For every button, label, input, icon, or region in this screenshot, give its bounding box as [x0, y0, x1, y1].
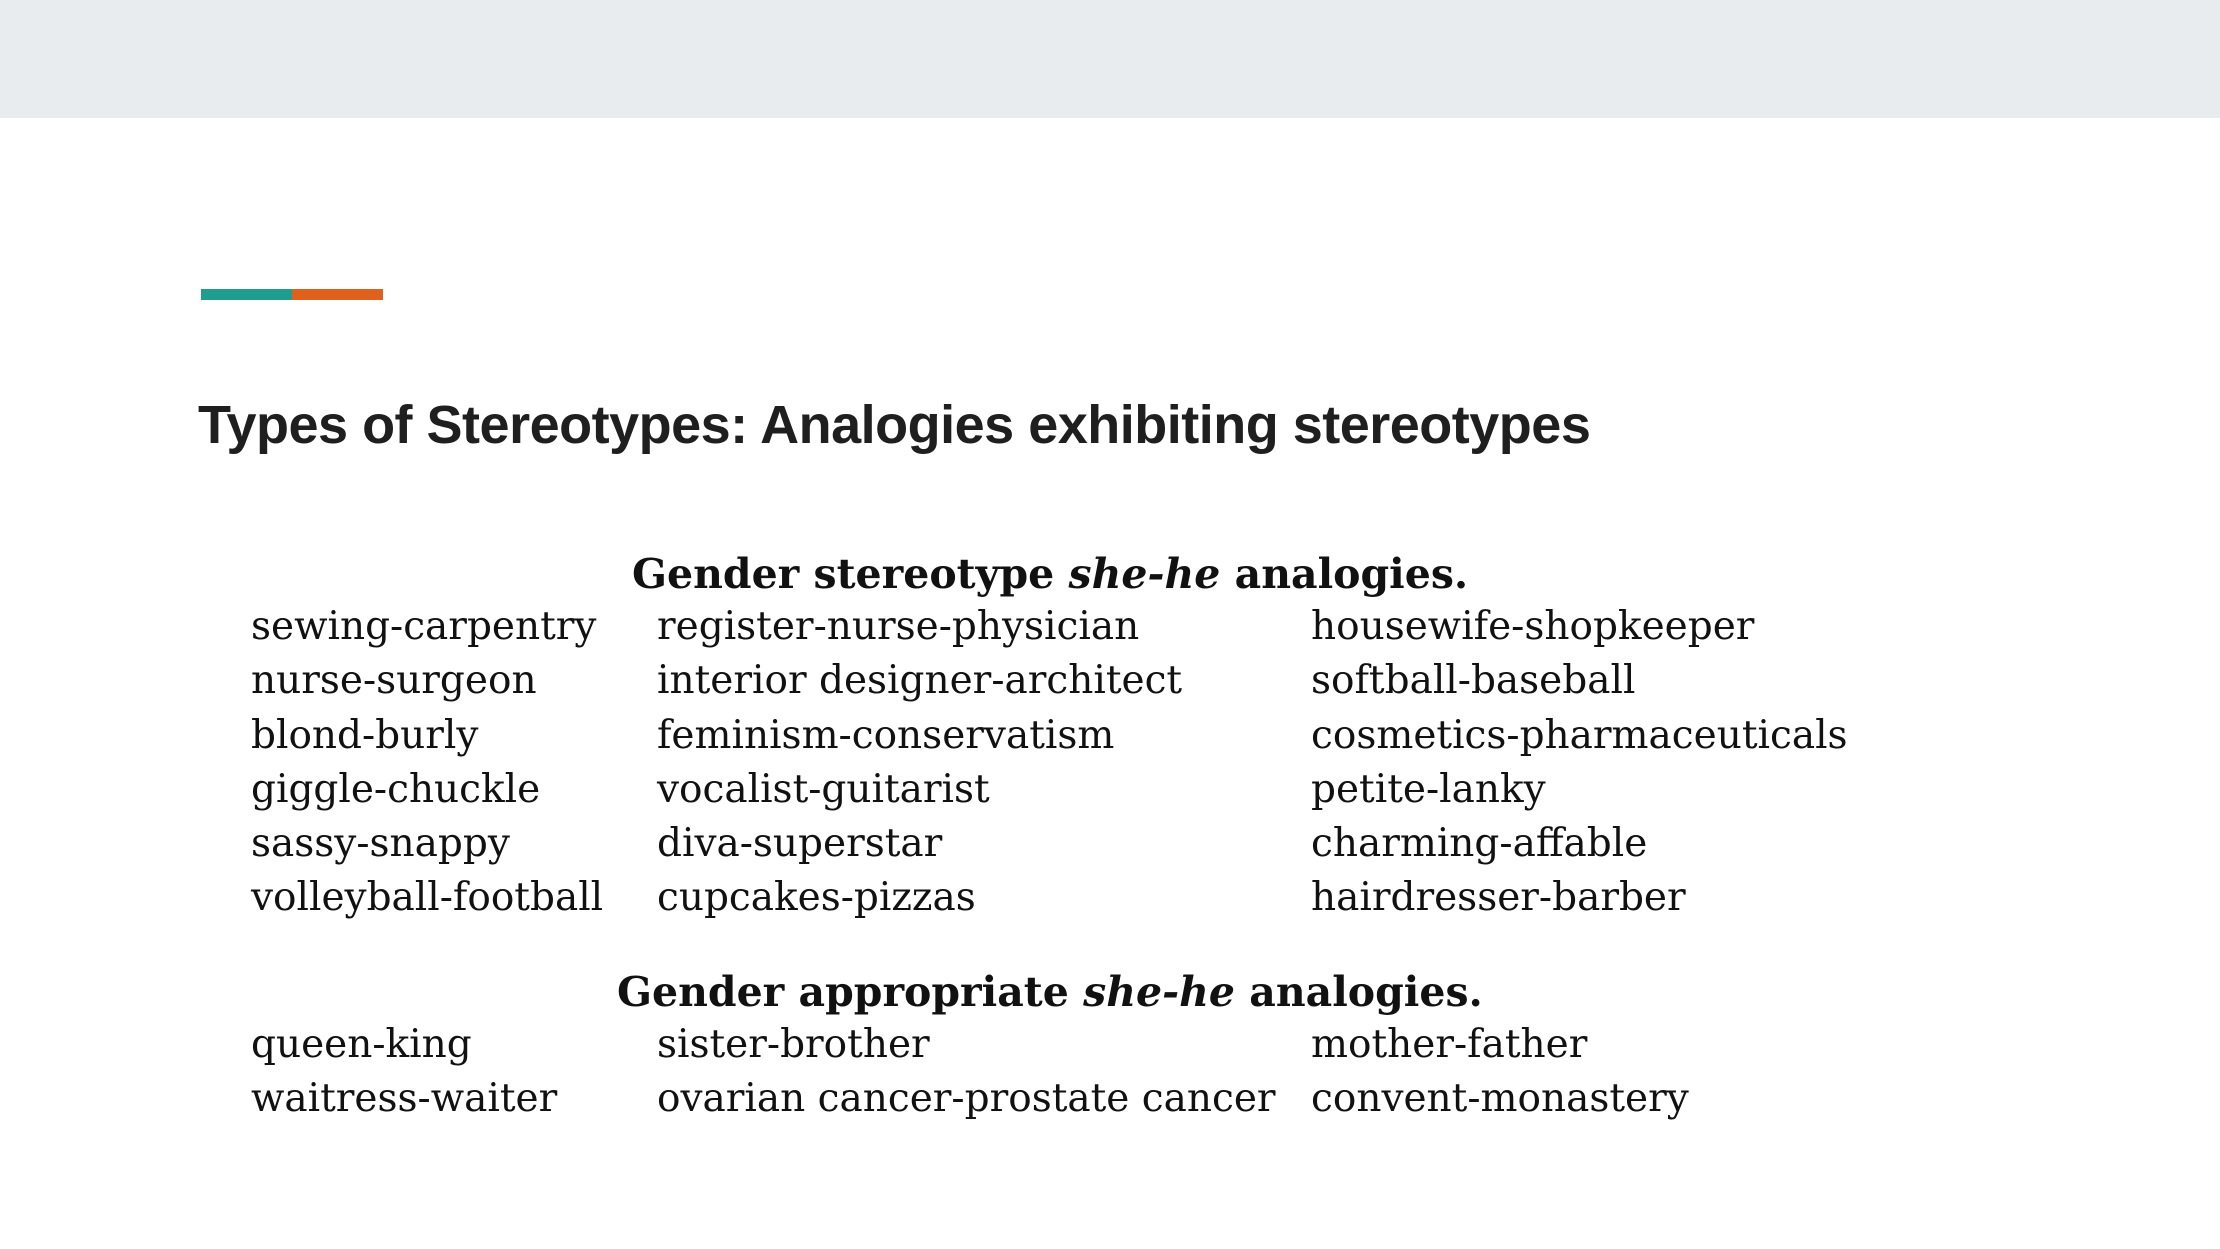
analogy-item: volleyball-football [251, 875, 604, 921]
analogy-item: giggle-chuckle [251, 766, 541, 812]
analogy-item: register-nurse-physician [657, 604, 1140, 649]
appropriate-heading-suffix: analogies. [1249, 968, 1483, 1016]
analogy-item: sewing-carpentry [251, 604, 597, 649]
stereotype-column-2 [657, 600, 1182, 926]
analogy-item: cosmetics-pharmaceuticals [1311, 712, 1848, 758]
stereotype-heading [632, 550, 1469, 598]
appropriate-column-1 [251, 1018, 557, 1127]
accent-bar [201, 289, 383, 300]
accent-bar-teal [201, 289, 292, 300]
stereotype-heading-italic: she-he [1068, 550, 1221, 598]
analogy-item: waitress-waiter [251, 1076, 558, 1122]
appropriate-heading-italic: she-he [1083, 968, 1235, 1016]
analogy-item: convent-monastery [1311, 1076, 1689, 1122]
analogy-item: blond-burly [251, 712, 479, 758]
analogy-item: mother-father [1311, 1022, 1588, 1067]
accent-bar-orange [292, 289, 383, 300]
stereotype-column-3 [1311, 600, 1848, 926]
analogy-item: sassy-snappy [251, 821, 510, 867]
analogy-item: feminism-conservatism [657, 712, 1115, 758]
analogy-item: cupcakes-pizzas [657, 875, 976, 921]
top-band [0, 0, 2220, 118]
analogy-item: charming-affable [1311, 821, 1648, 867]
analogy-item: hairdresser-barber [1311, 875, 1686, 921]
appropriate-heading-prefix: Gender appropriate [617, 968, 1069, 1016]
analogy-item: petite-lanky [1311, 766, 1546, 812]
analogy-item: queen-king [251, 1022, 472, 1067]
appropriate-column-3 [1311, 1018, 1689, 1127]
analogy-item: interior designer-architect [657, 658, 1183, 704]
analogy-item: vocalist-guitarist [657, 766, 990, 812]
analogy-item: nurse-surgeon [251, 658, 537, 704]
analogy-item: housewife-shopkeeper [1311, 604, 1755, 649]
slide-title: Types of Stereotypes: Analogies exhibiting stereotypes [198, 395, 1591, 455]
analogy-item: diva-superstar [657, 821, 943, 867]
stereotype-column-1 [251, 600, 603, 926]
stereotype-heading-prefix: Gender stereotype [632, 550, 1055, 598]
analogy-item: softball-baseball [1311, 658, 1636, 704]
appropriate-column-2 [657, 1018, 1276, 1127]
analogy-item: ovarian cancer-prostate cancer [657, 1076, 1276, 1122]
appropriate-heading [617, 968, 1483, 1016]
stereotype-heading-suffix: analogies. [1234, 550, 1469, 598]
analogy-item: sister-brother [657, 1022, 930, 1067]
